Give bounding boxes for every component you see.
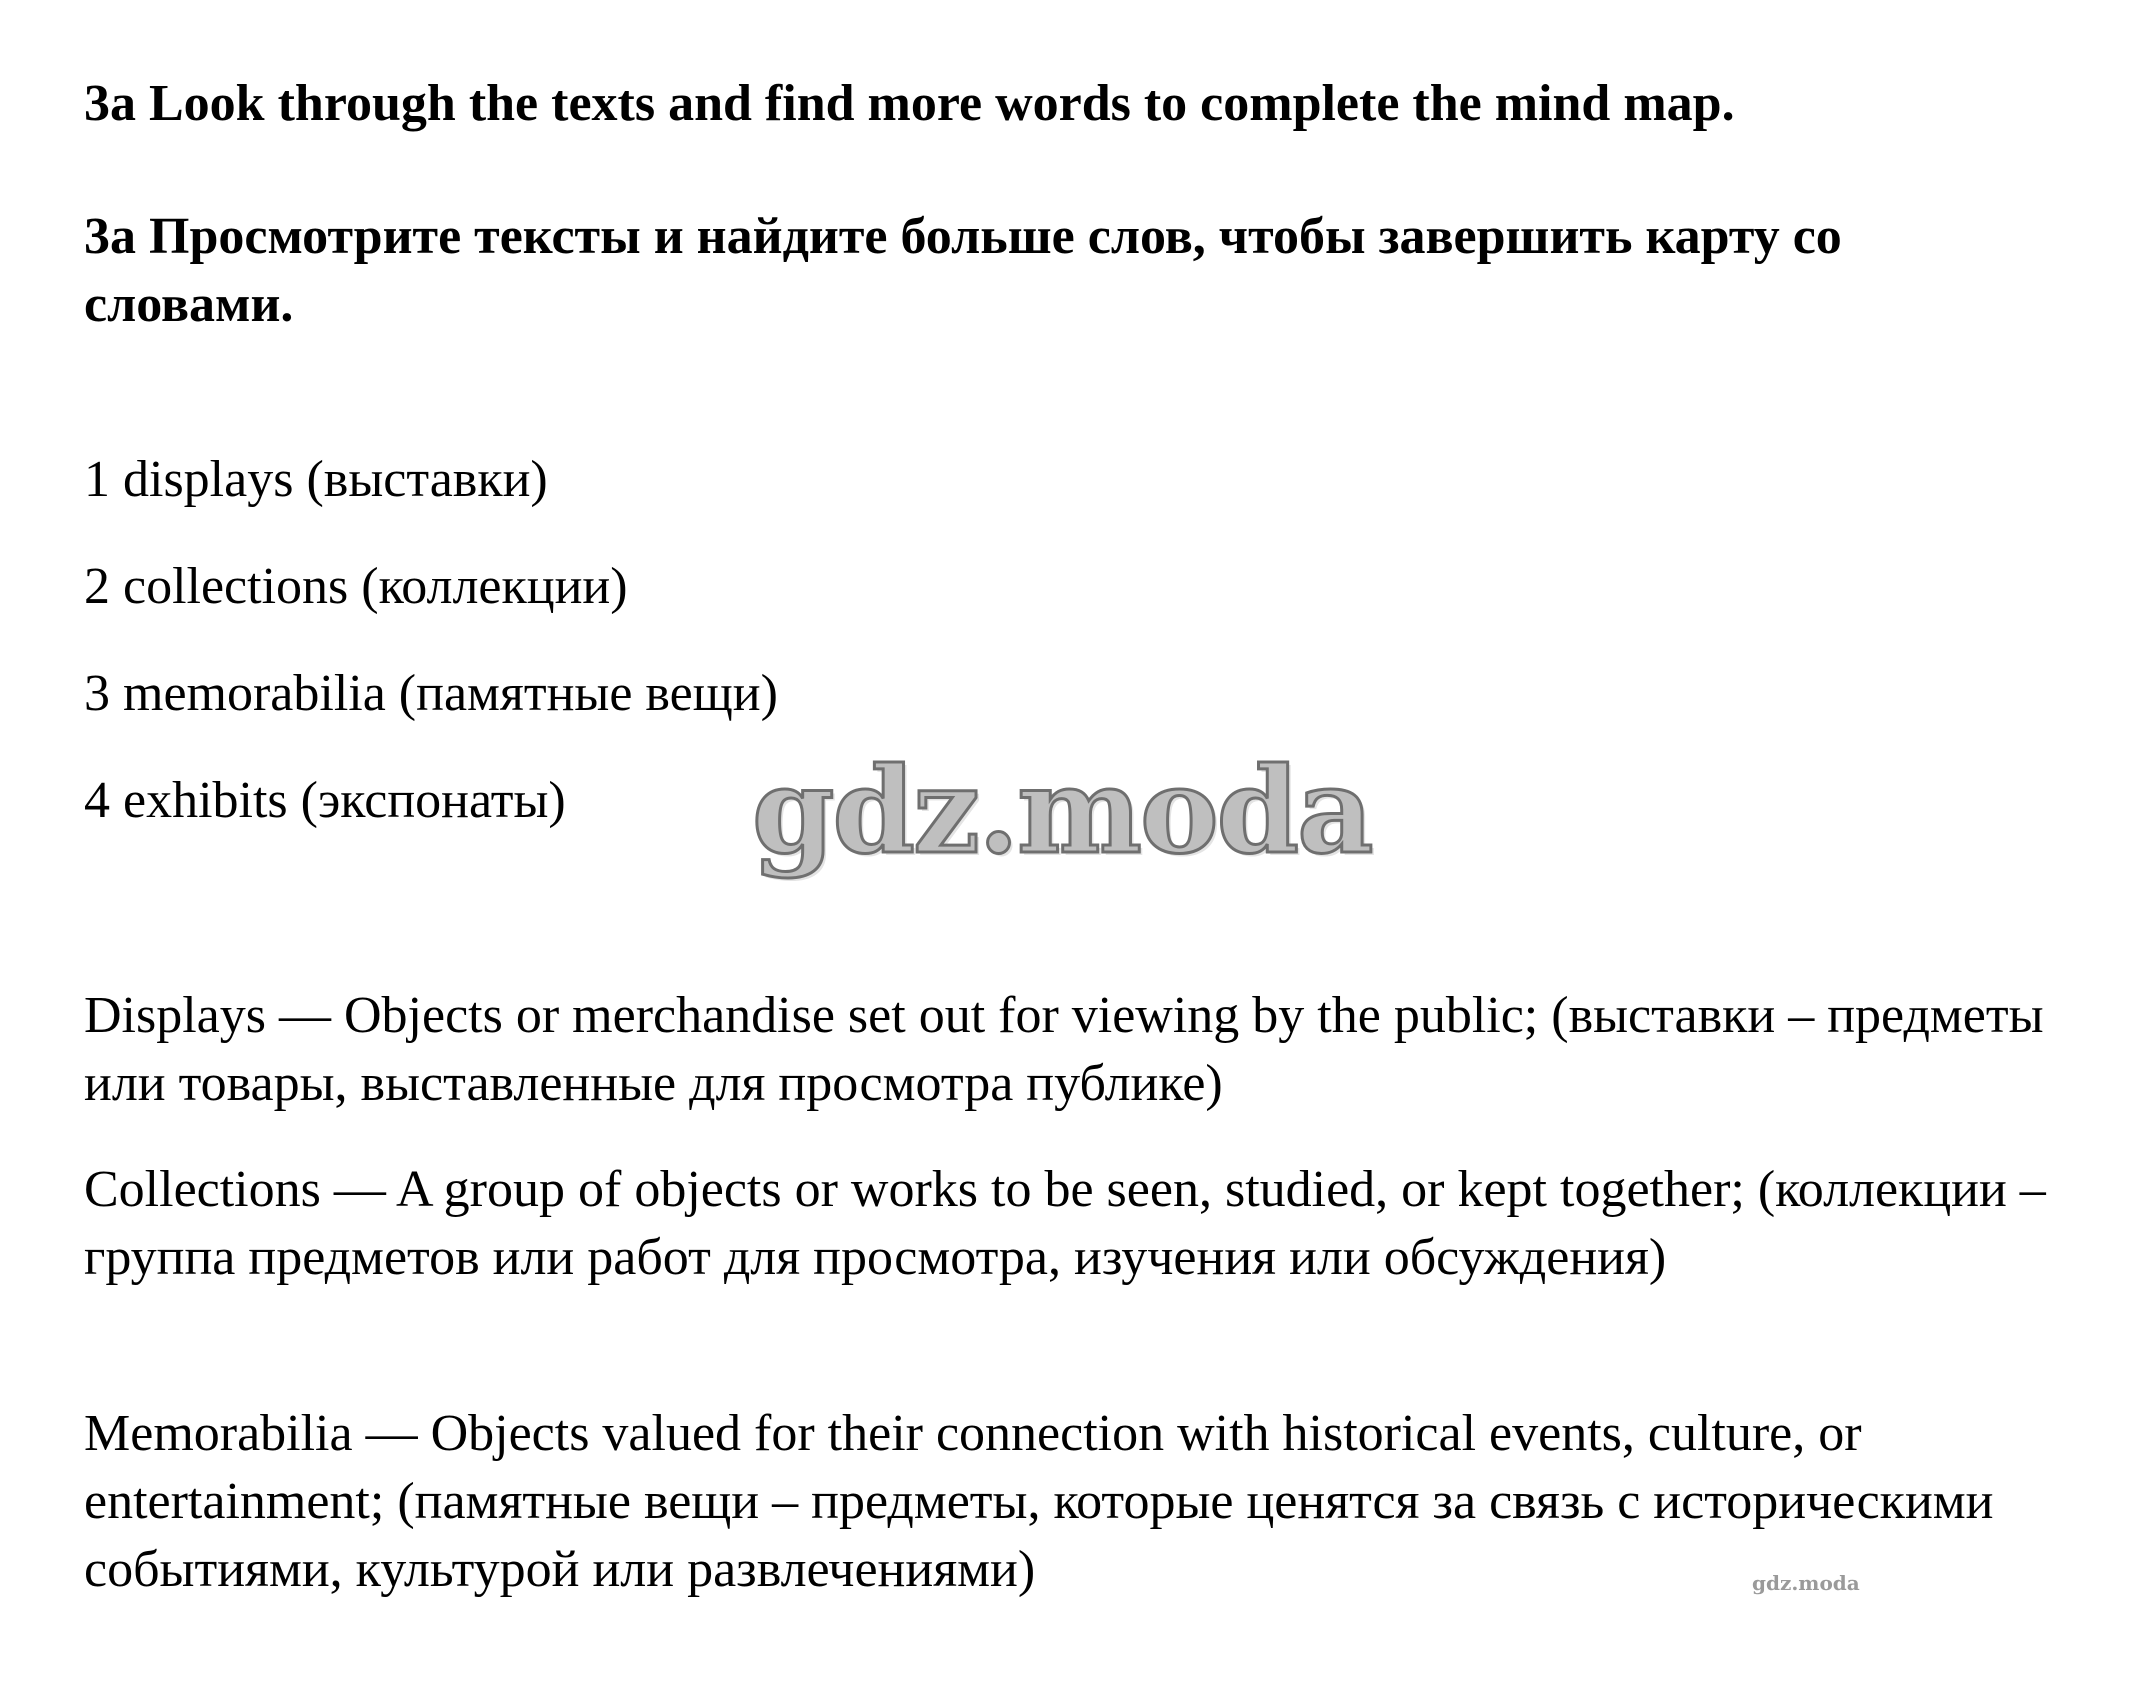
answer-item-2: 2 collections (коллекции) xyxy=(84,558,628,615)
answer-item-4: 4 exhibits (экспонаты) xyxy=(84,772,566,829)
task-heading-russian: 3a Просмотрите тексты и найдите больше слов, чтобы завершить карту со словами. xyxy=(84,208,1842,333)
definition-collections: Collections — A group of objects or works to be seen, studied, or kept together; (коллекции – группа предметов или работ для просмотра, изучения или обсуждения) xyxy=(84,1161,2046,1286)
answer-item-1: 1 displays (выставки) xyxy=(84,451,548,508)
definition-displays: Displays — Objects or merchandise set out for viewing by the public; (выставки – предметы или товары, выставленные для просмотра публике) xyxy=(84,987,2044,1112)
answer-item-3: 3 memorabilia (памятные вещи) xyxy=(84,665,778,722)
watermark-logo-large: gdz.moda xyxy=(752,741,1372,880)
definition-memorabilia: Memorabilia — Objects valued for their connection with historical events, culture, or entertainment; (памятные вещи – предметы, которые ценятся за связь с историческими событиями, культурой или развлечениями) xyxy=(84,1405,1994,1598)
watermark-logo-small: gdz.moda xyxy=(1752,1571,1860,1595)
task-heading-english: 3a Look through the texts and find more words to complete the mind map. xyxy=(84,75,1735,132)
